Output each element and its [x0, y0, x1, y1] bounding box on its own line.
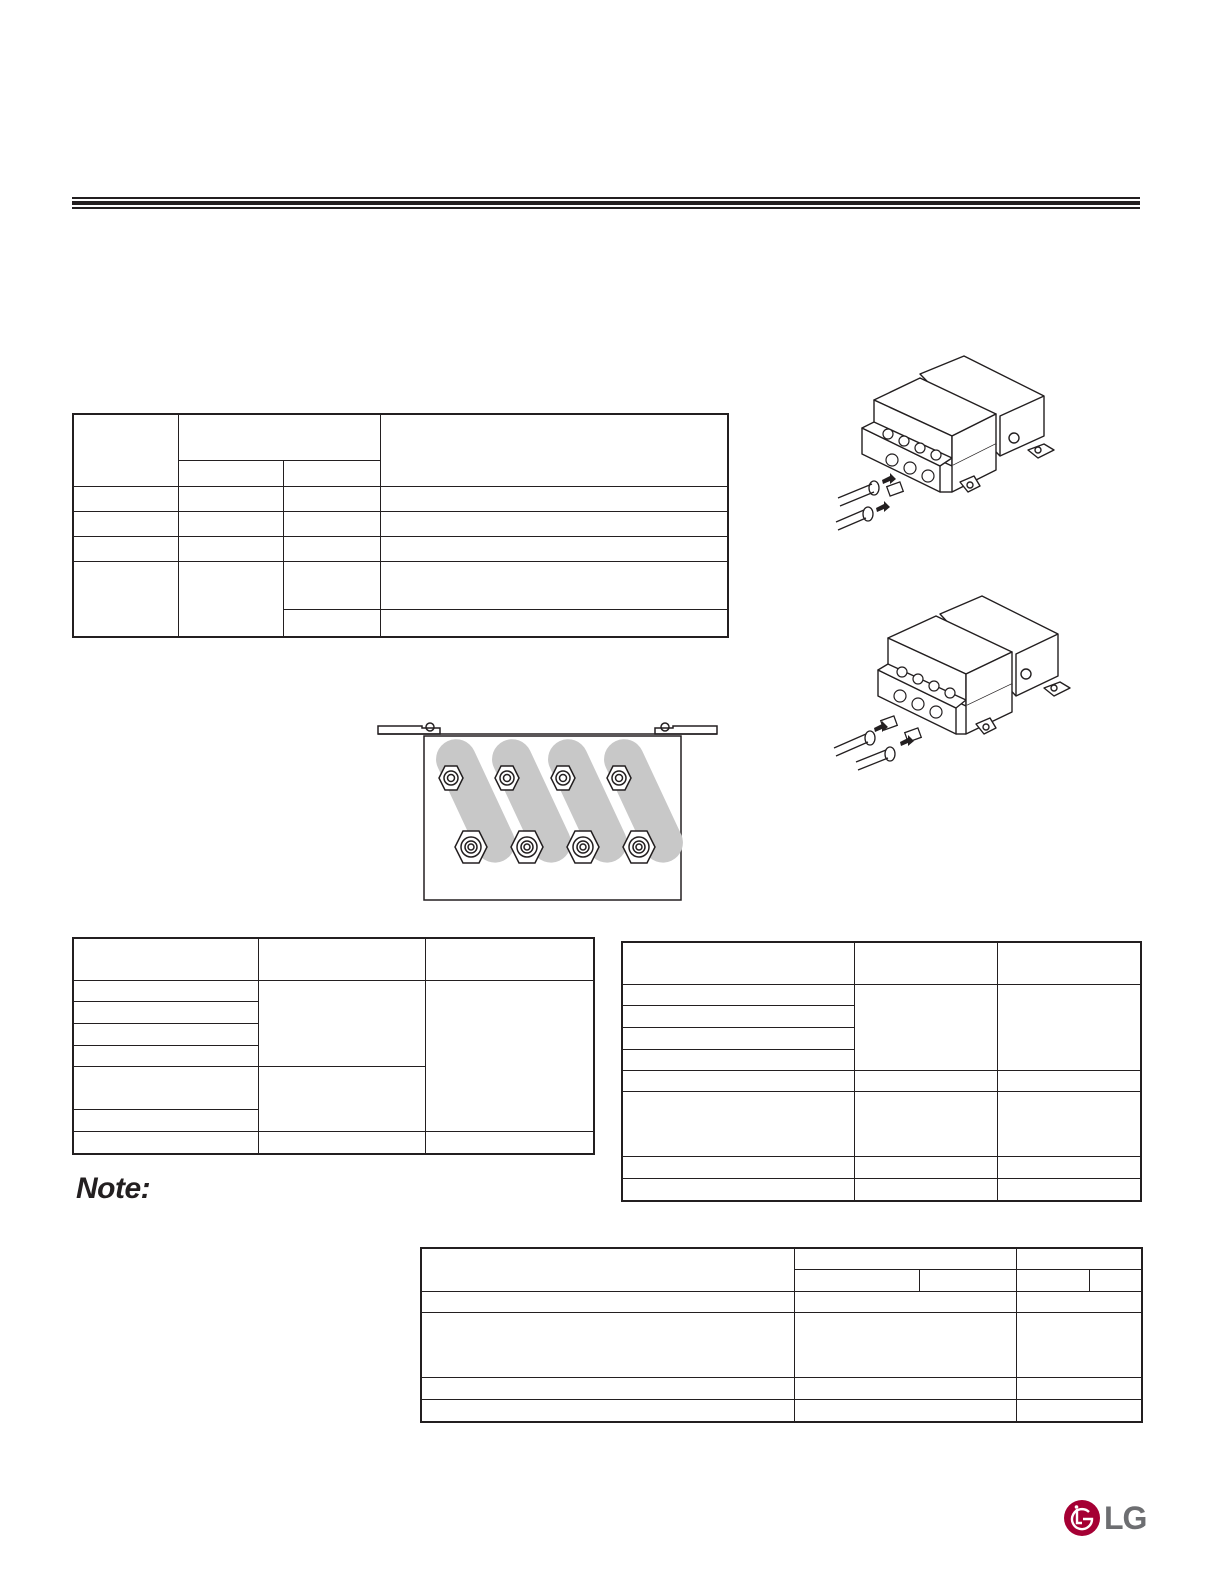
distributor-illustration-top [832, 352, 1072, 542]
spec-table-2 [73, 938, 594, 1154]
header-rule-thick [72, 201, 1140, 205]
distributor-illustration-bottom [830, 592, 1080, 777]
lg-logo-text: LG [1104, 1500, 1147, 1536]
header-rule-thin-lower [72, 207, 1140, 209]
port-plate-diagram [370, 716, 725, 906]
spec-table-4 [421, 1248, 1142, 1422]
note-label: Note: [76, 1172, 151, 1205]
spec-table-1 [73, 414, 728, 637]
header-rule-thin [72, 197, 1140, 199]
lg-logo [1062, 1498, 1147, 1538]
spec-table-3 [622, 942, 1141, 1201]
